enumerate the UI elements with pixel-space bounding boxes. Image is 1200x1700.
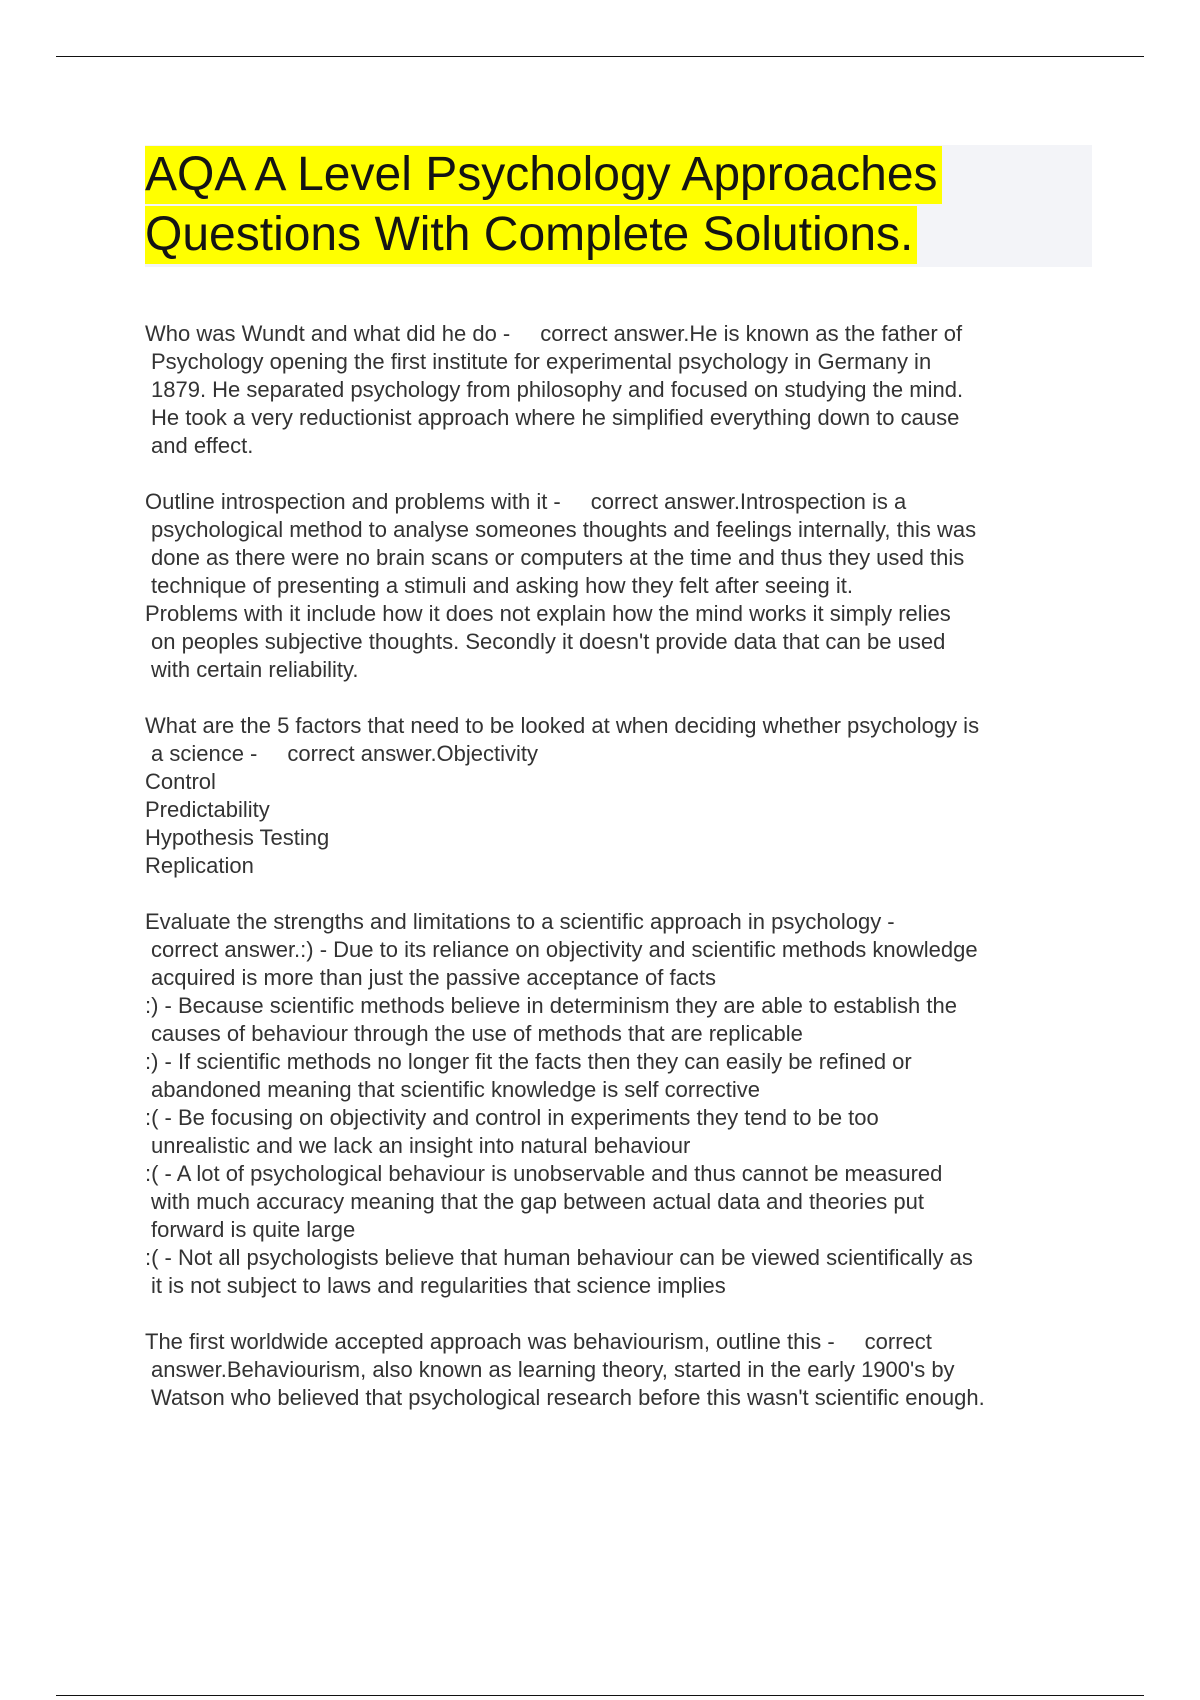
qa-line: forward is quite large — [151, 1217, 356, 1242]
qa-line: with certain reliability. — [151, 657, 359, 682]
qa-line: on peoples subjective thoughts. Secondly it doesn't provide data that can be used — [151, 629, 946, 654]
answer-text: correct answer.Introspection is a — [590, 489, 907, 514]
qa-line — [145, 740, 1095, 768]
qa-line: Hypothesis Testing — [145, 825, 330, 850]
qa-line: causes of behaviour through the use of methods that are replicable — [151, 1021, 803, 1046]
qa-line — [145, 488, 1095, 516]
qa-line: 1879. He separated psychology from philosophy and focused on studying the mind. — [151, 377, 964, 402]
qa-line: What are the 5 factors that need to be looked at when deciding whether psychology is — [145, 713, 980, 738]
qa-line: :( - Not all psychologists believe that human behaviour can be viewed scientifically as — [145, 1245, 973, 1270]
qa-line: :) - If scientific methods no longer fit the facts then they can easily be refined or — [145, 1049, 912, 1074]
qa-line: psychological method to analyse someones thoughts and feelings internally, this was — [151, 517, 977, 542]
qa-line — [145, 1328, 1095, 1356]
qa-block — [145, 712, 1095, 880]
footer-rule — [56, 1695, 1144, 1696]
qa-line: with much accuracy meaning that the gap between actual data and theories put — [151, 1189, 924, 1214]
question-text: Who was Wundt and what did he do - — [145, 321, 511, 346]
header-rule — [56, 56, 1144, 57]
qa-line: unrealistic and we lack an insight into natural behaviour — [151, 1133, 691, 1158]
qa-line: :) - Because scientific methods believe in determinism they are able to establish the — [145, 993, 957, 1018]
answer-text: correct answer.Objectivity — [287, 741, 539, 766]
qa-line: Predictability — [145, 797, 270, 822]
qa-line: done as there were no brain scans or computers at the time and thus they used this — [151, 545, 965, 570]
qa-line: He took a very reductionist approach where he simplified everything down to cause — [151, 405, 960, 430]
document-title-line-1: AQA A Level Psychology Approaches — [145, 146, 942, 204]
qa-content — [145, 320, 1095, 1440]
qa-line: abandoned meaning that scientific knowledge is self corrective — [151, 1077, 761, 1102]
qa-line: :( - Be focusing on objectivity and control in experiments they tend to be too — [145, 1105, 879, 1130]
qa-line: answer.Behaviourism, also known as learning theory, started in the early 1900's by — [151, 1357, 955, 1382]
qa-block — [145, 488, 1095, 684]
question-text: a science - — [151, 741, 258, 766]
qa-line: Watson who believed that psychological research before this wasn't scientific enough. — [151, 1385, 985, 1410]
document-title-line-2: Questions With Complete Solutions. — [145, 206, 917, 264]
qa-line: correct answer.:) - Due to its reliance on objectivity and scientific methods knowledge — [151, 937, 978, 962]
qa-block — [145, 908, 1095, 1300]
answer-text: correct — [864, 1329, 932, 1354]
qa-line: Problems with it include how it does not explain how the mind works it simply relies — [145, 601, 951, 626]
qa-line: acquired is more than just the passive acceptance of facts — [151, 965, 716, 990]
qa-line: Evaluate the strengths and limitations to a scientific approach in psychology - — [145, 909, 895, 934]
qa-line: Psychology opening the first institute for experimental psychology in Germany in — [151, 349, 932, 374]
qa-line: Control — [145, 769, 216, 794]
qa-line — [145, 320, 1095, 348]
qa-line: and effect. — [151, 433, 254, 458]
qa-block — [145, 1328, 1095, 1412]
question-text: Outline introspection and problems with it - — [145, 489, 561, 514]
qa-line: Replication — [145, 853, 254, 878]
qa-line: technique of presenting a stimuli and asking how they felt after seeing it. — [151, 573, 853, 598]
qa-line: it is not subject to laws and regularities that science implies — [151, 1273, 726, 1298]
answer-text: correct answer.He is known as the father of — [540, 321, 963, 346]
qa-line: :( - A lot of psychological behaviour is unobservable and thus cannot be measured — [145, 1161, 943, 1186]
qa-block — [145, 320, 1095, 460]
question-text: The first worldwide accepted approach was behaviourism, outline this - — [145, 1329, 835, 1354]
